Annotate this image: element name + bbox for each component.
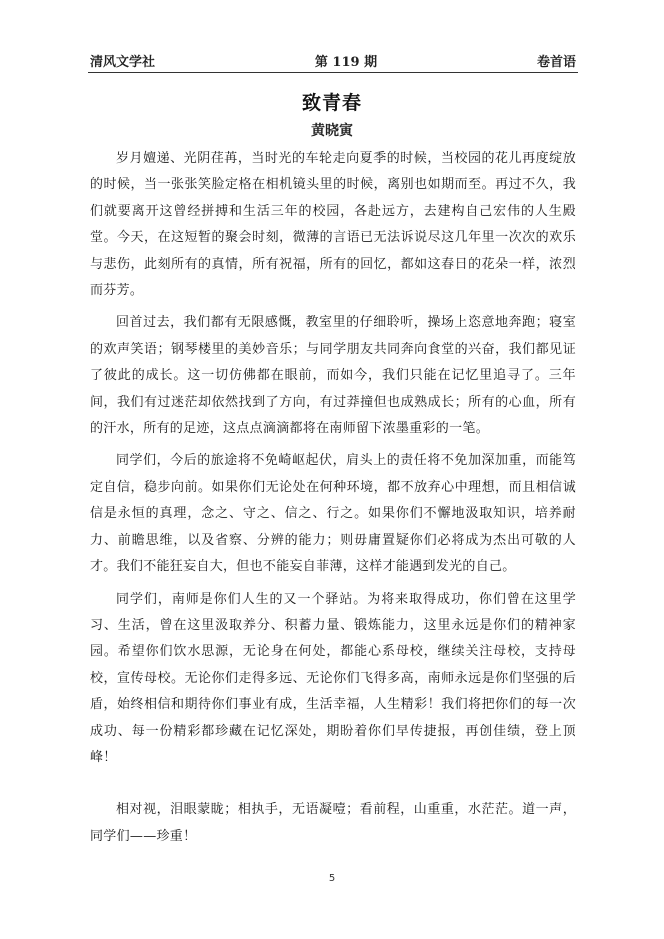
header-publication-name: 清风文学社 xyxy=(90,55,156,70)
article-body xyxy=(90,146,576,856)
paragraph: 同学们，南师是你们人生的又一个驿站。为将来取得成功，你们曾在这里学习、生活，曾在这里汲取养分、积蓄力量、锻炼能力，这里永远是你们的精神家园。希望你们饮水思源，无论身在何处，都能心系母校，继续关注母校，支持母校，宣传母校。无论你们走得多远、无论你们飞得多高，南师永远是你们坚强的后盾，始终相信和期待你们事业有成，生活幸福，人生精彩！我们将把你们的每一次成功、每一份精彩都珍藏在记忆深处，期盼着你们早传捷报，再创佳绩，登上顶峰！ xyxy=(90,591,576,765)
header-section-name: 卷首语 xyxy=(536,55,576,70)
paragraph: 回首过去，我们都有无限感慨，教室里的仔细聆听，操场上恣意地奔跑；寝室的欢声笑语；钢琴楼里的美妙音乐；与同学朋友共同奔向食堂的兴奋，我们都见证了彼此的成长。这一切仿佛都在眼前，而如今，我们只能在记忆里追寻了。三年间，我们有过迷茫却依然找到了方向，有过莽撞但也成熟成长；所有的心血，所有的汗水，所有的足迹，这点点滴滴都将在南师留下浓墨重彩的一笔。 xyxy=(90,315,576,437)
article-author: 黄晓寅 xyxy=(311,123,353,139)
article-title: 致青春 xyxy=(301,92,362,114)
page-header xyxy=(90,48,576,70)
header-divider xyxy=(88,72,578,73)
paragraph: 同学们，今后的旅途将不免崎岖起伏，肩头上的责任将不免加深加重，而能笃定自信，稳步向前。如果你们无论处在何种环境，都不放弃心中理想，而且相信诚信是永恒的真理，念之、守之、信之、行之。如果你们不懈地汲取知识，培养耐力、前瞻思维，以及省察、分辨的能力；则毋庸置疑你们必将成为杰出可敬的人才。我们不能狂妄自大，但也不能妄自菲薄，这样才能遇到发光的自己。 xyxy=(90,453,576,575)
header-issue-number: 第 119 期 xyxy=(314,55,378,70)
paragraph: 岁月嬗递、光阴荏苒，当时光的车轮走向夏季的时候，当校园的花儿再度绽放的时候，当一张张笑脸定格在相机镜头里的时候，离别也如期而至。再过不久，我们就要离开这曾经拼搏和生活三年的校园，各赴远方，去建构自己宏伟的人生殿堂。今天，在这短暂的聚会时刻，微薄的言语已无法诉说尽这几年里一次次的欢乐与悲伤，此刻所有的真情，所有祝福，所有的回忆，都如这春日的花朵一样，浓烈而芬芳。 xyxy=(90,151,576,299)
closing-paragraph: 相对视，泪眼蒙眬；相执手，无语凝噎；看前程，山重重，水茫茫。道一声，同学们——珍重！ xyxy=(90,802,576,844)
page-number: 5 xyxy=(328,873,336,884)
